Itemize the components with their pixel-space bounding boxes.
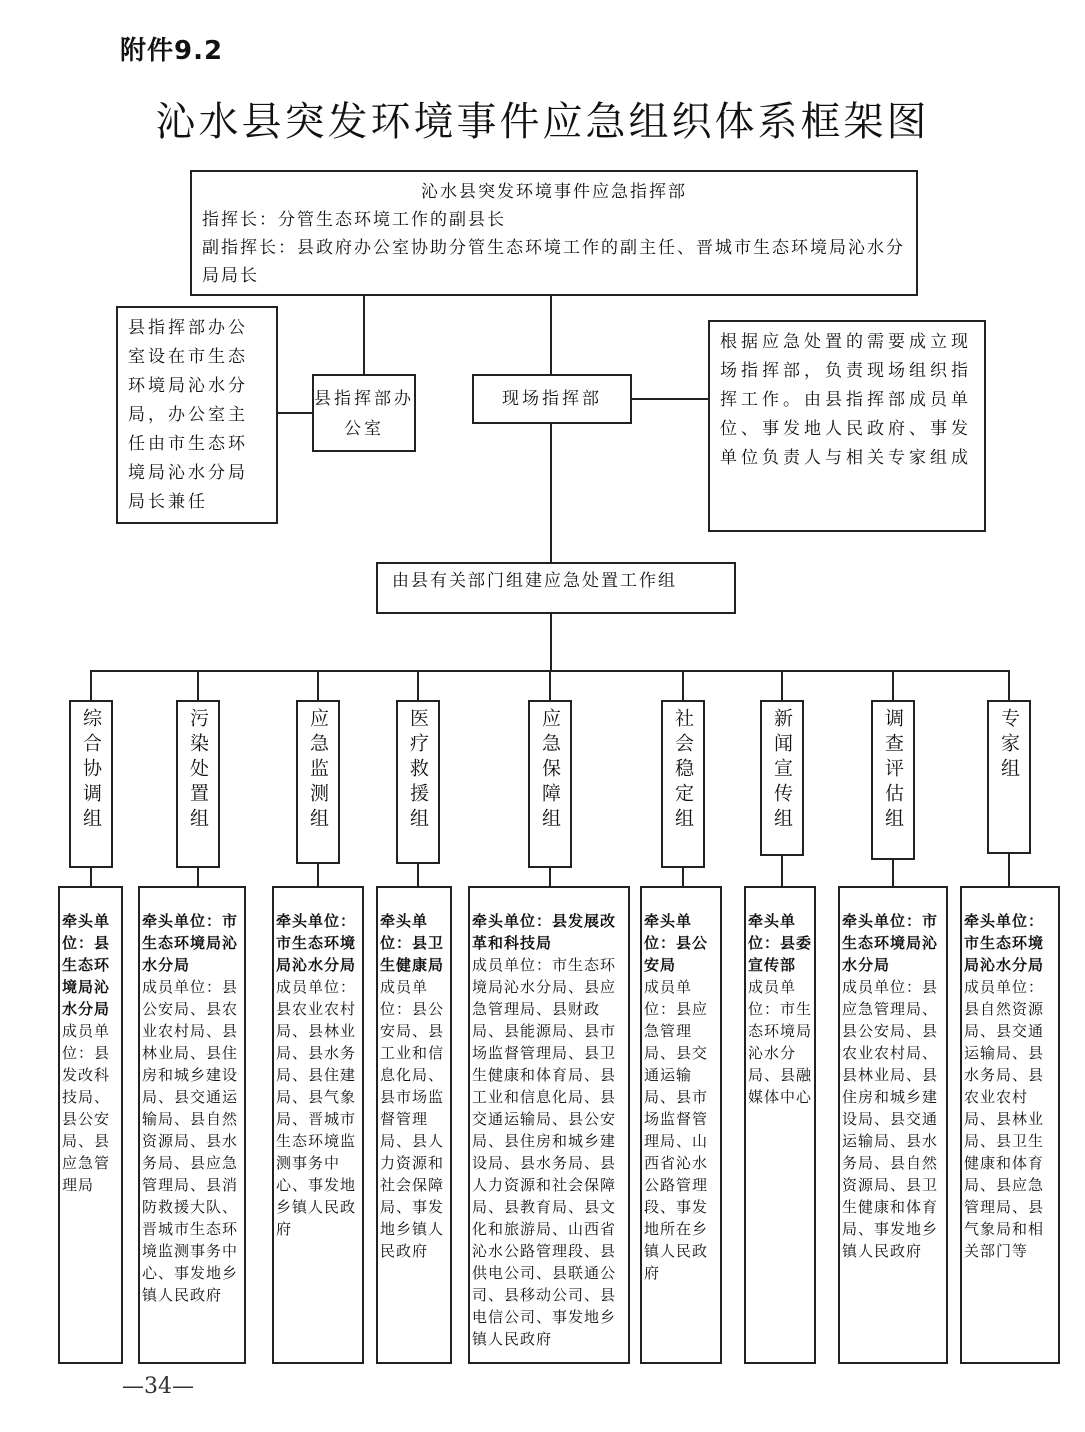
group-detail-box [744, 886, 816, 1364]
connector-bus-group [197, 670, 199, 700]
connector-group-detail [682, 868, 684, 886]
connector-bus-group [549, 670, 551, 700]
field-hq-box: 现场指挥部 [472, 374, 632, 424]
group-detail-box [640, 886, 722, 1364]
connector-bus-group [417, 670, 419, 700]
connector-group-detail [317, 864, 319, 886]
headquarters-box [190, 170, 918, 296]
group-box [871, 700, 915, 860]
group-member-units: 成员单位：县公安局、县工业和信息化局、县市场监督管理局、县人力资源和社会保障局、事发地乡镇人民政府 [380, 978, 445, 1260]
group-lead-unit: 牵头单位：市生态环境局沁水分局 [142, 912, 239, 974]
group-lead-unit: 牵头单位：县生态环境局沁水分局 [62, 912, 111, 1018]
group-member-units: 成员单位：县农业农村局、县林业局、县水务局、县住建局、县气象局、晋城市生态环境监测事务中心、事发地乡镇人民政府 [276, 978, 357, 1238]
connector-bus-group [892, 670, 894, 700]
group-lead-unit: 牵头单位：市生态环境局沁水分局 [842, 912, 939, 974]
group-member-units: 成员单位：县应急管理局、县公安局、县农业农村局、县林业局、县住房和城乡建设局、县交通运输局、县水务局、县自然资源局、县卫生健康和体育局、事发地乡镇人民政府 [842, 978, 939, 1260]
group-name: 应急保障组 [539, 708, 561, 833]
field-note-box: 根据应急处置的需要成立现场指挥部，负责现场组织指挥工作。由县指挥部成员单位、事发地人民政府、事发单位负责人与相关专家组成 [708, 320, 986, 532]
group-name: 应急监测组 [307, 708, 329, 833]
group-detail-box [138, 886, 246, 1364]
connector-group-detail [549, 868, 551, 886]
group-member-units: 成员单位：市生态环境局沁水分局、县应急管理局、县财政局、县能源局、县市场监督管理局、县卫生健康和体育局、县工业和信息化局、县交通运输局、县公安局、县住房和城乡建设局、县水务局、县人力资源和社会保障局、县教育局、县文化和旅游局、山西省沁水公路管理段、县供电公司、县联通公司、县移动公司、县电信公司、事发地乡镇人民政府 [472, 956, 617, 1348]
group-name: 综合协调组 [80, 708, 102, 833]
group-name: 社会稳定组 [672, 708, 694, 833]
office-note-box: 县指挥部办公室设在市生态环境局沁水分局，办公室主任由市生态环境局沁水分局局长兼任 [116, 306, 278, 524]
group-name: 医疗救援组 [407, 708, 429, 833]
annex-label: 附件9.2 [120, 36, 224, 66]
group-detail-box [960, 886, 1060, 1364]
connector-group-detail [90, 868, 92, 886]
group-name: 污染处置组 [187, 708, 209, 833]
headquarters-title: 沁水县突发环境事件应急指挥部 [421, 182, 687, 202]
group-box [69, 700, 113, 868]
headquarters-deputy: 副指挥长：县政府办公室协助分管生态环境工作的副主任、晋城市生态环境局沁水分局局长 [202, 238, 905, 286]
connector-bus-group [781, 670, 783, 700]
group-lead-unit: 牵头单位：县卫生健康局 [380, 912, 445, 974]
group-box [176, 700, 220, 868]
group-member-units: 成员单位：县发改科技局、县公安局、县应急管理局 [62, 1022, 111, 1194]
connector-note-office [278, 412, 312, 414]
group-lead-unit: 牵头单位：市生态环境局沁水分局 [964, 912, 1045, 974]
connector-work-bus [550, 614, 552, 670]
group-member-units: 成员单位：县自然资源局、县交通运输局、县水务局、县农业农村局、县林业局、县卫生健康和体育局、县应急管理局、县气象局和相关部门等 [964, 978, 1045, 1260]
connector-hq-work [550, 296, 552, 562]
group-lead-unit: 牵头单位：县委宣传部 [748, 912, 813, 974]
group-box [396, 700, 440, 864]
group-member-units: 成员单位：县公安局、县农业农村局、县林业局、县住房和城乡建设局、县交通运输局、县自然资源局、县水务局、县应急管理局、县消防救援大队、晋城市生态环境监测事务中心、事发地乡镇人民政府 [142, 978, 239, 1304]
diagram-title: 沁水县突发环境事件应急组织体系框架图 [155, 99, 930, 145]
group-detail-box [272, 886, 364, 1364]
connector-hq-office [363, 296, 365, 374]
group-detail-box [468, 886, 630, 1364]
connector-bus-group [682, 670, 684, 700]
connector-group-detail [417, 864, 419, 886]
group-lead-unit: 牵头单位：县发展改革和科技局 [472, 912, 617, 952]
group-detail-box [838, 886, 948, 1364]
group-box [528, 700, 572, 868]
group-member-units: 成员单位：县应急管理局、县交通运输局、县市场监督管理局、山西省沁水公路管理段、事发地所在乡镇人民政府 [644, 978, 709, 1282]
connector-group-detail [197, 868, 199, 886]
connector-group-detail [1008, 854, 1010, 886]
page-number: —34— [122, 1374, 194, 1399]
group-box [987, 700, 1031, 854]
group-name: 调查评估组 [882, 708, 904, 833]
group-name: 专家组 [998, 708, 1020, 783]
connector-group-detail [892, 860, 894, 886]
connector-bus-group [317, 670, 319, 700]
headquarters-commander: 指挥长：分管生态环境工作的副县长 [202, 210, 506, 230]
connector-group-detail [781, 856, 783, 886]
group-lead-unit: 牵头单位：市生态环境局沁水分局 [276, 912, 357, 974]
group-detail-box [376, 886, 452, 1364]
group-name: 新闻宣传组 [771, 708, 793, 833]
connector-bus-group [1008, 670, 1010, 700]
work-groups-box: 由县有关部门组建应急处置工作组 [376, 562, 736, 614]
group-member-units: 成员单位：市生态环境局沁水分局、县融媒体中心 [748, 978, 813, 1106]
connector-field-note [632, 398, 708, 400]
group-box [661, 700, 705, 868]
connector-bus-group [90, 670, 92, 700]
group-lead-unit: 牵头单位：县公安局 [644, 912, 709, 974]
office-box: 县指挥部办公室 [312, 374, 416, 452]
group-box [296, 700, 340, 864]
group-detail-box [58, 886, 123, 1364]
group-box [760, 700, 804, 856]
